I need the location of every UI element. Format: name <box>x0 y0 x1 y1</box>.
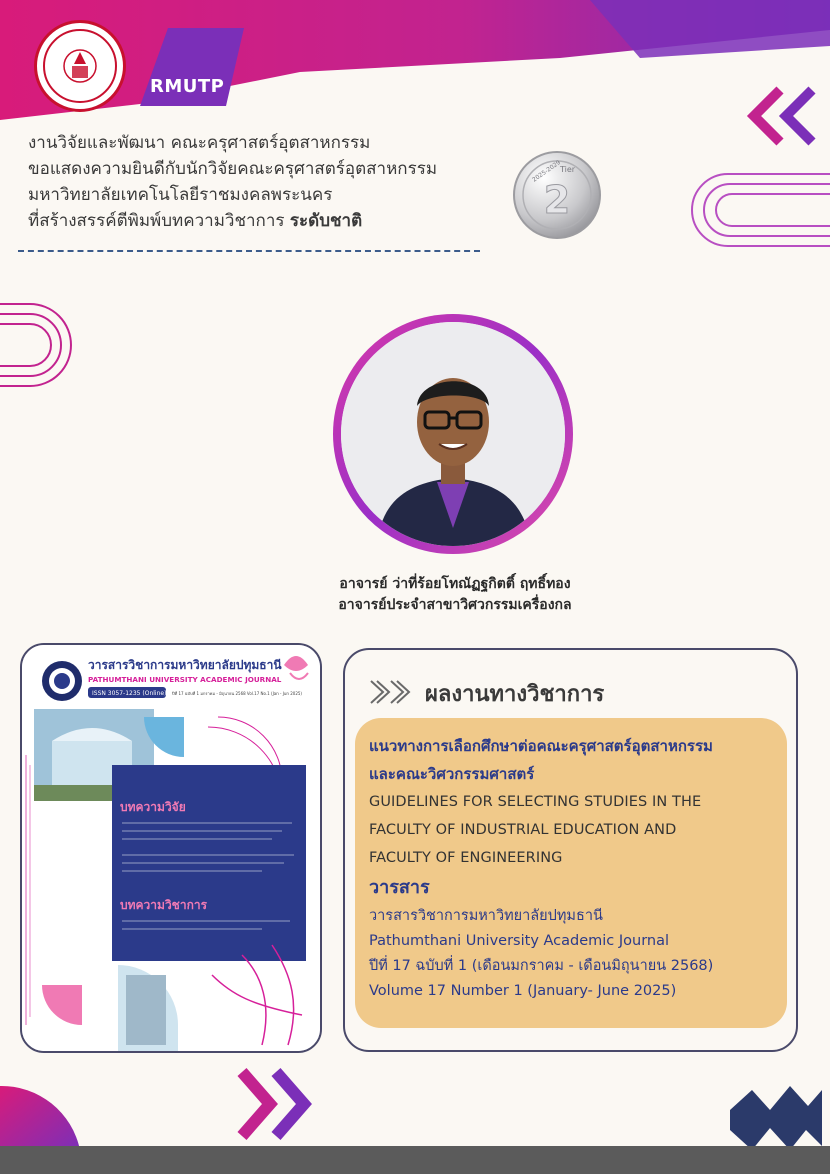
cover-title-en: PATHUMTHANI UNIVERSITY ACADEMIC JOURNAL <box>88 675 282 684</box>
person-name: อาจารย์ ว่าที่ร้อยโทณัฏฐกิตติ์ ฤทธิ์ทอง <box>339 576 571 592</box>
cover-title-th: วารสารวิชาการมหาวิทยาลัยปทุมธานี <box>88 658 282 672</box>
chevron-left-icon <box>744 84 820 148</box>
journal-name-th: วารสารวิชาการมหาวิทยาลัยปทุมธานี <box>369 908 603 924</box>
cover-section-research: บทความวิจัย <box>120 800 186 814</box>
journal-label: วารสาร <box>369 877 430 898</box>
academic-work-heading: ผลงานทางวิชาการ <box>425 682 605 707</box>
article-title-th-1: แนวทางการเลือกศึกษาต่อคณะครุศาสตร์อุตสาหกรรม <box>369 737 713 755</box>
intro-line-1: งานวิจัยและพัฒนา คณะครุศาสตร์อุตสาหกรรม <box>28 133 371 153</box>
academic-work-card <box>343 648 798 1052</box>
article-title-en-1: GUIDELINES FOR SELECTING STUDIES IN THE <box>369 794 702 810</box>
journal-issue-th: ปีที่ 17 ฉบับที่ 1 (เดือนมกราคม - เดือนมิถุนายน 2568) <box>369 958 714 974</box>
coin-tier-number: 2 <box>543 178 571 222</box>
footer-decoration <box>0 1060 830 1150</box>
academic-work-details <box>355 718 787 1028</box>
seal-emblem-icon <box>60 46 100 86</box>
journal-cover-image <box>22 645 322 1053</box>
cover-issue: ปีที่ 17 ฉบับที่ 1 มกราคม - มิถุนายน 2568 Vol.17 No.1 (Jan - Jun 2025) <box>172 691 302 696</box>
intro-line-3: มหาวิทยาลัยเทคโนโลยีราชมงคลพระนคร <box>28 185 333 205</box>
person-position: อาจารย์ประจำสาขาวิศวกรรมเครื่องกล <box>338 597 572 613</box>
intro-line-4-strong: ระดับชาติ <box>289 211 363 231</box>
faculty-seal <box>34 20 126 112</box>
decorative-lines-left <box>0 300 72 390</box>
person-avatar-icon <box>341 322 565 546</box>
cover-section-academic: บทความวิชาการ <box>120 898 208 912</box>
chevron-right-icon <box>367 678 413 706</box>
portrait-frame <box>333 314 573 554</box>
intro-line-2: ขอแสดงความยินดีกับนักวิจัยคณะครุศาสตร์อุตสาหกรรม <box>28 159 438 179</box>
journal-issue-en: Volume 17 Number 1 (January- June 2025) <box>369 983 677 999</box>
portrait-photo <box>341 322 565 546</box>
journal-cover-card <box>20 643 322 1053</box>
journal-name-en: Pathumthani University Academic Journal <box>369 933 670 949</box>
coin-tier-label: Tier <box>560 165 576 174</box>
dashed-divider <box>18 250 480 252</box>
person-caption <box>250 574 660 616</box>
intro-text <box>28 130 498 234</box>
intro-line-4-prefix: ที่สร้างสรรค์ตีพิมพ์บทความวิชาการ <box>28 211 290 231</box>
footer-bar <box>0 1146 830 1174</box>
brand-label: RMUTP <box>150 76 225 97</box>
article-title-en-2: FACULTY OF INDUSTRIAL EDUCATION AND <box>369 822 677 838</box>
article-title-th-2: และคณะวิศวกรรมศาสตร์ <box>369 765 535 783</box>
coin-years: 2025-2029 <box>531 159 562 184</box>
tier-coin-icon <box>512 150 602 240</box>
cover-issn: ISSN 3057-1235 (Online) <box>92 690 167 697</box>
article-title-en-3: FACULTY OF ENGINEERING <box>369 850 563 866</box>
intro-line-4 <box>28 208 498 234</box>
decorative-lines-right <box>688 170 830 250</box>
